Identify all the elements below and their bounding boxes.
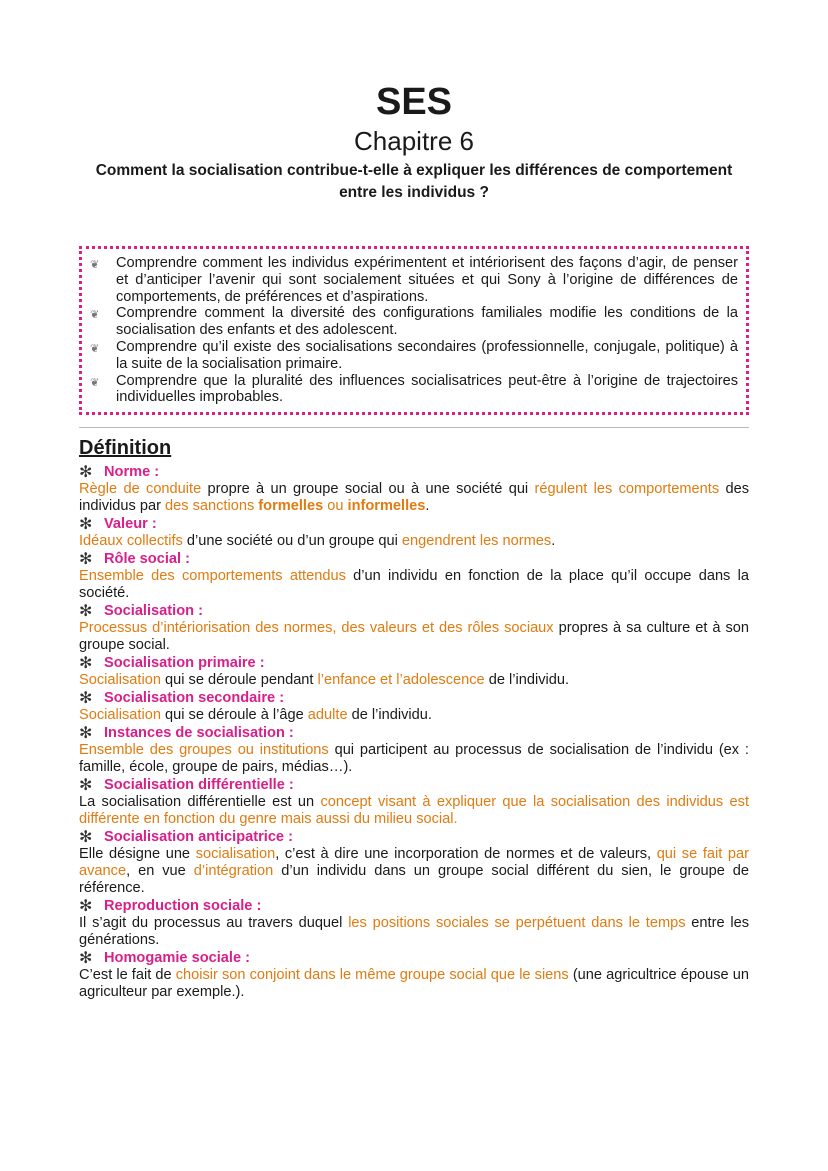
definition-term: Reproduction sociale : xyxy=(104,898,262,915)
definition-item xyxy=(79,655,749,689)
definition-text-segment: , c’est à dire une incorporation de normes et de valeurs, xyxy=(275,846,657,863)
definition-text-segment: , en vue xyxy=(126,863,194,880)
definition-text xyxy=(79,967,749,1001)
highlighted-text: les positions sociales se perpétuent dans le temps xyxy=(348,915,686,932)
objective-item xyxy=(90,305,738,339)
highlighted-text: formelles xyxy=(258,498,324,515)
definition-text-segment: (une agricultrice épouse un agriculteur par exemple.). xyxy=(79,967,749,1001)
definition-text xyxy=(79,568,749,602)
definition-text-segment: Il s’agit du processus au travers duquel xyxy=(79,915,349,932)
definition-text xyxy=(79,620,749,654)
definition-text-segment: d’un individu dans un groupe social différent du sien, le groupe de référence. xyxy=(79,863,749,897)
definition-text-segment: entre les générations. xyxy=(79,915,749,949)
highlighted-text: Socialisation xyxy=(79,672,161,689)
definition-term-row xyxy=(79,464,749,481)
definition-text-segment: d’un individu en fonction de la place qu’il occupe dans la société. xyxy=(79,568,750,602)
chapter-question: Comment la socialisation contribue-t-elle à expliquer les différences de comportement entre les individus ? xyxy=(95,162,733,201)
asterisk-icon: ✻ xyxy=(79,464,93,482)
definition-item xyxy=(79,777,749,828)
highlighted-text: Idéaux collectifs xyxy=(79,533,183,550)
asterisk-icon: ✻ xyxy=(79,551,93,569)
definition-text-segment: de l’individu. xyxy=(347,707,432,724)
definition-item xyxy=(79,690,749,724)
definition-text-segment: qui se déroule pendant xyxy=(160,672,318,689)
definition-text-segment: propre à un groupe social ou à une société qui xyxy=(201,481,535,498)
definition-term-row xyxy=(79,516,749,533)
objective-text: Comprendre comment la diversité des configurations familiales modifie les conditions de la socialisation des enfants et des adolescent. xyxy=(116,305,738,339)
definition-term-row xyxy=(79,829,749,846)
definition-text xyxy=(79,742,749,776)
sprout-icon: ❦ xyxy=(90,309,100,322)
definition-item xyxy=(79,603,749,654)
section-title: Définition xyxy=(79,437,172,460)
highlighted-text: Ensemble des comportements attendus xyxy=(79,568,346,585)
divider xyxy=(79,427,749,428)
highlighted-text: concept visant à expliquer que la socialisation des individus est différente en fonction du genre mais aussi du milieu social. xyxy=(79,794,749,828)
definition-term: Valeur : xyxy=(104,516,157,533)
objective-text: Comprendre qu’il existe des socialisations secondaires (professionnelle, conjugale, politique) à la suite de la socialisation primaire. xyxy=(116,338,738,372)
definition-term-row xyxy=(79,725,749,742)
document-page xyxy=(79,80,749,1001)
asterisk-icon: ✻ xyxy=(79,516,93,534)
definition-term: Socialisation : xyxy=(104,603,203,620)
definition-term: Norme : xyxy=(104,464,160,481)
asterisk-icon: ✻ xyxy=(79,603,93,621)
asterisk-icon: ✻ xyxy=(79,950,93,968)
definition-item xyxy=(79,829,749,897)
definition-term: Socialisation primaire : xyxy=(104,655,265,672)
highlighted-text: informelles xyxy=(347,498,426,515)
objective-item xyxy=(90,373,738,407)
highlighted-text: régulent les comportements xyxy=(534,481,720,498)
definition-text xyxy=(79,672,749,689)
asterisk-icon: ✻ xyxy=(79,777,93,795)
definition-text xyxy=(79,481,749,515)
objectives-box xyxy=(79,246,749,415)
highlighted-text: choisir son conjoint dans le même groupe social que le siens xyxy=(175,967,569,984)
definition-item xyxy=(79,898,749,949)
highlighted-text: d’intégration xyxy=(193,863,274,880)
definition-term: Instances de socialisation : xyxy=(104,725,294,742)
definition-term: Rôle social : xyxy=(104,551,190,568)
definition-term: Homogamie sociale : xyxy=(104,950,250,967)
definition-text-segment: La socialisation différentielle est un xyxy=(79,794,321,811)
definition-text-segment: . xyxy=(551,533,556,550)
objective-item xyxy=(90,339,738,373)
highlighted-text: ou xyxy=(323,498,348,515)
definition-text-segment: C’est le fait de xyxy=(79,967,176,984)
definition-text xyxy=(79,707,749,724)
definition-text-segment: des individus par xyxy=(79,481,749,515)
definition-term-row xyxy=(79,690,749,707)
definition-text-segment: qui participent au processus de socialisation de l’individu (ex : famille, école, groupe de pairs, médias…). xyxy=(79,742,749,776)
sprout-icon: ❦ xyxy=(90,342,100,355)
definition-text-segment: propres à sa culture et à son groupe social. xyxy=(79,620,749,654)
definition-text xyxy=(79,533,749,550)
definition-term-row xyxy=(79,777,749,794)
definition-term: Socialisation anticipatrice : xyxy=(104,829,293,846)
definition-item xyxy=(79,725,749,776)
sprout-icon: ❦ xyxy=(90,376,100,389)
definition-item xyxy=(79,516,749,550)
definition-item xyxy=(79,551,749,602)
sprout-icon: ❦ xyxy=(90,259,100,271)
highlighted-text: Socialisation xyxy=(79,707,161,724)
highlighted-text: qui se fait par avance xyxy=(79,846,750,880)
definition-text xyxy=(79,915,749,949)
definition-text-segment: de l’individu. xyxy=(484,672,570,689)
page-title: SES xyxy=(375,81,453,123)
definition-term-row xyxy=(79,950,749,967)
definition-term-row xyxy=(79,655,749,672)
asterisk-icon: ✻ xyxy=(79,690,93,708)
highlighted-text: des sanctions xyxy=(165,498,259,515)
objective-text: Comprendre que la pluralité des influences socialisatrices peut-être à l’origine de trajectoires individuelles improbables. xyxy=(116,372,738,406)
definition-text-segment: . xyxy=(425,498,430,515)
definitions-list xyxy=(79,464,749,1001)
definition-term-row xyxy=(79,603,749,620)
definition-text-segment: qui se déroule à l’âge xyxy=(160,707,308,724)
asterisk-icon: ✻ xyxy=(79,725,93,743)
definition-text xyxy=(79,846,749,897)
definition-item xyxy=(79,950,749,1001)
definition-term-row xyxy=(79,898,749,915)
asterisk-icon: ✻ xyxy=(79,829,93,847)
highlighted-text: l’enfance et l’adolescence xyxy=(317,672,485,689)
definition-text-segment: Elle désigne une xyxy=(79,846,196,863)
highlighted-text: socialisation xyxy=(195,846,276,863)
highlighted-text: adulte xyxy=(307,707,348,724)
highlighted-text: Processus d’intériorisation des normes, des valeurs et des rôles sociaux xyxy=(79,620,554,637)
definition-item xyxy=(79,464,749,515)
definition-term: Socialisation secondaire : xyxy=(104,690,285,707)
highlighted-text: Ensemble des groupes ou institutions xyxy=(79,742,329,759)
highlighted-text: engendrent les normes xyxy=(401,533,552,550)
asterisk-icon: ✻ xyxy=(79,898,93,916)
definition-text-segment: d’une société ou d’un groupe qui xyxy=(182,533,402,550)
highlighted-text: Règle de conduite xyxy=(79,481,202,498)
definition-term-row xyxy=(79,551,749,568)
chapter-subtitle: Chapitre 6 xyxy=(354,126,474,156)
definition-term: Socialisation différentielle : xyxy=(104,777,294,794)
definition-text xyxy=(79,794,749,828)
asterisk-icon: ✻ xyxy=(79,655,93,673)
objective-item xyxy=(90,255,738,305)
objective-text: Comprendre comment les individus expérimentent et intériorisent des façons d’agir, de penser et d’anticiper l’avenir qui sont socialement situées et qui Sony à l’origine de différences de comportements, de préférences et d’aspirations. xyxy=(116,255,738,305)
